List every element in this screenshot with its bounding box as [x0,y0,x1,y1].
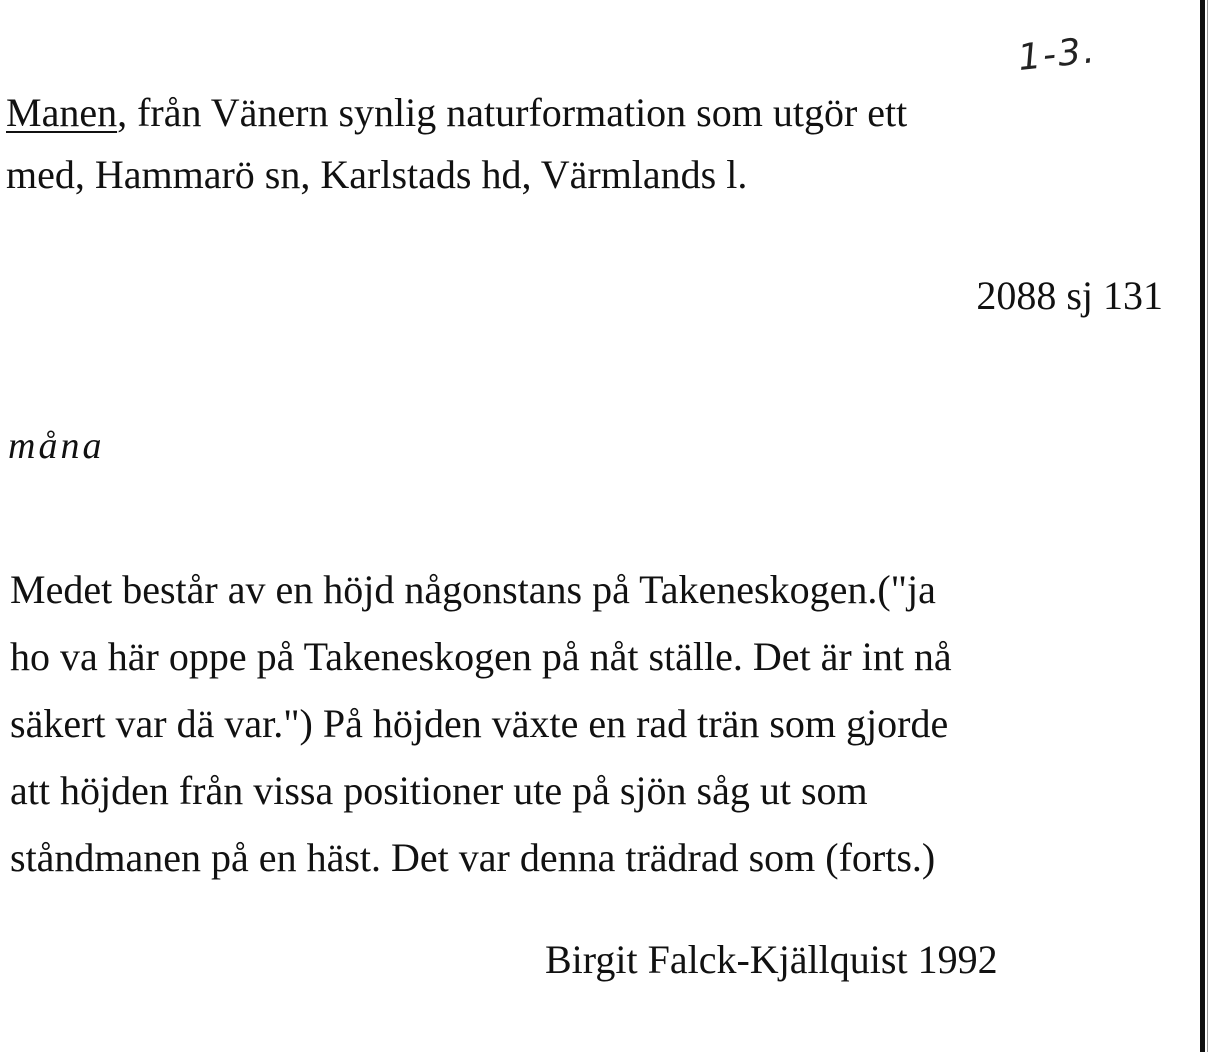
headword: Manen [6,90,118,135]
header-line-1 [6,82,1156,144]
description-line: ståndmanen på en häst. Det var denna trädrad som (forts.) [10,835,936,880]
handwritten-page-number: 1-3. [1016,30,1099,79]
pronunciation: måna [8,425,105,467]
description-line: att höjden från vissa positioner ute på sjön såg ut som [10,768,868,813]
description-text [10,556,1180,891]
description-line: ho va här oppe på Takeneskogen på nåt ställe. Det är int nå [10,634,952,679]
signature: Birgit Falck-Kjällquist 1992 [545,937,998,982]
header-line-1-rest: , från Vänern synlig naturformation som utgör ett [117,90,908,135]
card-edge-border [1200,0,1205,1052]
description-line: säkert var dä var.") På höjden växte en rad trän som gjorde [10,701,949,746]
description-line: Medet består av en höjd någonstans på Takeneskogen.("ja [10,567,936,612]
entry-header [6,82,1156,206]
reference-code: 2088 sj 131 [976,273,1163,318]
card-edge-line [1207,0,1208,1052]
header-line-2: med, Hammarö sn, Karlstads hd, Värmlands l. [6,152,748,197]
